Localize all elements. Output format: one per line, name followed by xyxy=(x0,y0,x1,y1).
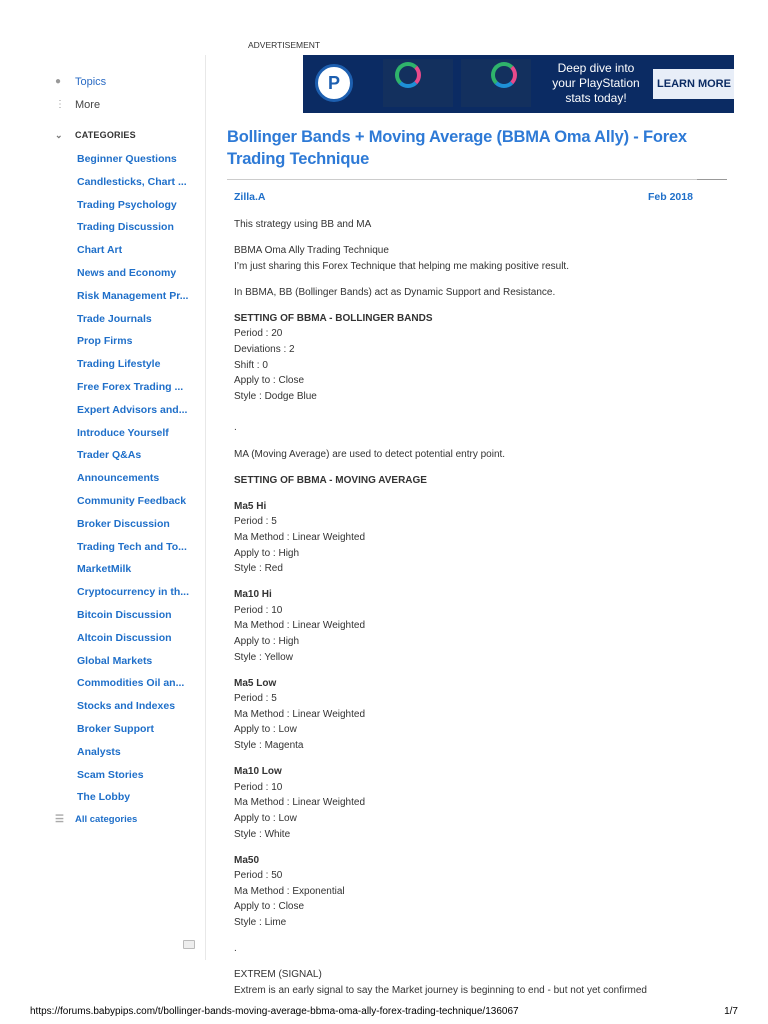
ma5-low-settings xyxy=(234,676,707,754)
post-paragraph xyxy=(234,243,707,274)
ma10-hi-settings xyxy=(234,587,707,665)
subsection-heading: Ma5 Hi xyxy=(234,500,267,512)
sidebar-category-link[interactable]: Chart Art xyxy=(77,244,123,257)
donut-chart-icon xyxy=(395,62,421,88)
sidebar-item-topics[interactable] xyxy=(55,70,205,93)
sidebar-category-link[interactable]: Cryptocurrency in th... xyxy=(77,586,190,599)
post-paragraph xyxy=(234,285,707,301)
post-line: This strategy using BB and MA xyxy=(234,219,372,230)
sidebar-category-link[interactable]: Community Feedback xyxy=(77,494,187,507)
keyboard-icon[interactable] xyxy=(183,940,195,949)
post-line: I’m just sharing this Forex Technique that helping me making positive result. xyxy=(234,260,569,272)
post-line: Period : 10 xyxy=(234,604,283,616)
post-line: Ma Method : Linear Weighted xyxy=(234,620,366,632)
post-line: EXTREM (SIGNAL) xyxy=(234,969,322,981)
post-line: Period : 5 xyxy=(234,516,277,528)
categories-heading: CATEGORIES xyxy=(75,130,136,140)
extrem-section xyxy=(234,967,707,998)
category-list xyxy=(55,148,205,809)
post-line: Ma Method : Linear Weighted xyxy=(234,797,366,809)
ma50-settings xyxy=(234,853,707,931)
learn-more-button[interactable]: LEARN MORE xyxy=(653,69,734,99)
post-paragraph xyxy=(234,217,707,233)
print-page-number: 1/7 xyxy=(724,1006,738,1017)
sidebar-category-link[interactable]: Stocks and Indexes xyxy=(77,700,176,713)
topic-main xyxy=(227,126,707,1009)
subsection-heading: Ma10 Hi xyxy=(234,589,272,601)
post-paragraph xyxy=(234,473,707,489)
sidebar-category-link[interactable]: News and Economy xyxy=(77,266,177,279)
post-line: . xyxy=(234,422,237,434)
post-line: Apply to : Low xyxy=(234,724,297,736)
ad-stats-panel xyxy=(461,59,531,107)
post-line: Ma Method : Linear Weighted xyxy=(234,531,366,543)
sidebar-category-link[interactable]: Announcements xyxy=(77,472,160,485)
subsection-heading: Ma50 xyxy=(234,854,260,866)
list-icon: ☰ xyxy=(55,813,64,825)
section-heading: SETTING OF BBMA - BOLLINGER BANDS xyxy=(234,312,433,324)
post-paragraph xyxy=(234,447,707,463)
post-line: Style : Magenta xyxy=(234,740,304,752)
post-line: Style : Dodge Blue xyxy=(234,390,317,402)
post-line: Extrem is an early signal to say the Market journey is beginning to end - but not yet confirmed xyxy=(234,984,647,996)
post-paragraph xyxy=(234,420,707,436)
playstation-logo-icon: P xyxy=(315,64,353,102)
sidebar-category-link[interactable]: Trading Lifestyle xyxy=(77,358,161,371)
sidebar-category-link[interactable]: Analysts xyxy=(77,745,121,758)
sidebar xyxy=(55,70,205,829)
sidebar-category-link[interactable]: Scam Stories xyxy=(77,768,144,781)
post-meta xyxy=(227,191,707,207)
post-line: Deviations : 2 xyxy=(234,344,295,356)
post-paragraph xyxy=(234,941,707,957)
sidebar-item-label: More xyxy=(75,98,101,111)
sidebar-category-link[interactable]: Trader Q&As xyxy=(77,449,142,462)
post-line: Period : 20 xyxy=(234,328,283,340)
all-categories-link[interactable] xyxy=(55,809,205,829)
sidebar-category-link[interactable]: Trading Discussion xyxy=(77,221,174,234)
ad-promo-text xyxy=(541,61,651,106)
ad-promo-line: Deep dive into xyxy=(557,61,635,75)
ad-promo-line: stats today! xyxy=(565,91,627,105)
sidebar-category-link[interactable]: Commodities Oil an... xyxy=(77,677,185,690)
sidebar-category-link[interactable]: The Lobby xyxy=(77,791,131,804)
post-line: Apply to : Low xyxy=(234,812,297,824)
post-line: . xyxy=(234,943,237,955)
sidebar-category-link[interactable]: Broker Support xyxy=(77,722,155,735)
sidebar-item-more[interactable] xyxy=(55,93,205,116)
sidebar-category-link[interactable]: Risk Management Pr... xyxy=(77,289,189,302)
sidebar-category-link[interactable]: Broker Discussion xyxy=(77,517,170,530)
bb-settings xyxy=(234,311,707,405)
ma10-low-settings xyxy=(234,764,707,842)
post-line: Apply to : High xyxy=(234,635,300,647)
section-heading: SETTING OF BBMA - MOVING AVERAGE xyxy=(234,474,427,486)
sidebar-category-link[interactable]: Global Markets xyxy=(77,654,153,667)
sidebar-category-link[interactable]: Trade Journals xyxy=(77,312,152,325)
sidebar-category-link[interactable]: Altcoin Discussion xyxy=(77,631,172,644)
post-line: Style : White xyxy=(234,828,291,840)
post-date[interactable]: Feb 2018 xyxy=(648,191,693,203)
post-line: Ma Method : Linear Weighted xyxy=(234,708,366,720)
post-line: Period : 5 xyxy=(234,693,277,705)
sidebar-category-link[interactable]: MarketMilk xyxy=(77,563,132,576)
post-line: Style : Red xyxy=(234,563,283,575)
sidebar-category-link[interactable]: Bitcoin Discussion xyxy=(77,608,172,621)
post-line: Apply to : High xyxy=(234,547,300,559)
post-line: Apply to : Close xyxy=(234,375,305,387)
sidebar-category-link[interactable]: Trading Tech and To... xyxy=(77,540,187,553)
donut-chart-icon xyxy=(491,62,517,88)
ad-label: ADVERTISEMENT xyxy=(248,40,321,50)
ma5-hi-settings xyxy=(234,499,707,577)
subsection-heading: Ma10 Low xyxy=(234,766,282,778)
categories-toggle[interactable] xyxy=(55,126,205,144)
sidebar-divider xyxy=(205,55,206,960)
ad-stats-panel xyxy=(383,59,453,107)
topics-icon: ● xyxy=(55,76,62,87)
post-line: MA (Moving Average) are used to detect potential entry point. xyxy=(234,448,506,460)
post-line: Period : 10 xyxy=(234,781,283,793)
post-line: Apply to : Close xyxy=(234,901,305,913)
sidebar-category-link[interactable]: Prop Firms xyxy=(77,335,133,348)
topic-title[interactable]: Bollinger Bands + Moving Average (BBMA Oma Ally) - Forex Trading Technique xyxy=(227,128,687,168)
sidebar-category-link[interactable]: Trading Psychology xyxy=(77,198,177,211)
ad-banner[interactable] xyxy=(303,55,734,113)
post-line: BBMA Oma Ally Trading Technique xyxy=(234,245,389,257)
subsection-heading: Ma5 Low xyxy=(234,677,277,689)
post-line: Ma Method : Exponential xyxy=(234,885,345,897)
post-line: In BBMA, BB (Bollinger Bands) act as Dynamic Support and Resistance. xyxy=(234,286,556,298)
ad-promo-line: your PlayStation xyxy=(552,76,640,90)
all-categories-label: All categories xyxy=(75,813,138,825)
post-author[interactable]: Zilla.A xyxy=(234,191,266,203)
print-url: https://forums.babypips.com/t/bollinger-bands-moving-average-bbma-oma-ally-forex-trading-technique/136067 xyxy=(30,1006,519,1017)
post-line: Style : Lime xyxy=(234,916,287,928)
post-body xyxy=(227,217,707,998)
post-line: Style : Yellow xyxy=(234,651,293,663)
sidebar-category-link[interactable]: Introduce Yourself xyxy=(77,426,169,439)
post-line: Period : 50 xyxy=(234,870,283,882)
sidebar-category-link[interactable]: Expert Advisors and... xyxy=(77,403,188,416)
sidebar-category-link[interactable]: Candlesticks, Chart ... xyxy=(77,175,187,188)
sidebar-category-link[interactable]: Free Forex Trading ... xyxy=(77,380,184,393)
more-vertical-icon: ⋮ xyxy=(55,99,65,110)
post-line: Shift : 0 xyxy=(234,359,268,371)
title-divider xyxy=(227,179,697,180)
sidebar-category-link[interactable]: Beginner Questions xyxy=(77,153,177,165)
sidebar-item-label: Topics xyxy=(75,75,107,88)
chevron-down-icon: ⌄ xyxy=(55,129,63,140)
